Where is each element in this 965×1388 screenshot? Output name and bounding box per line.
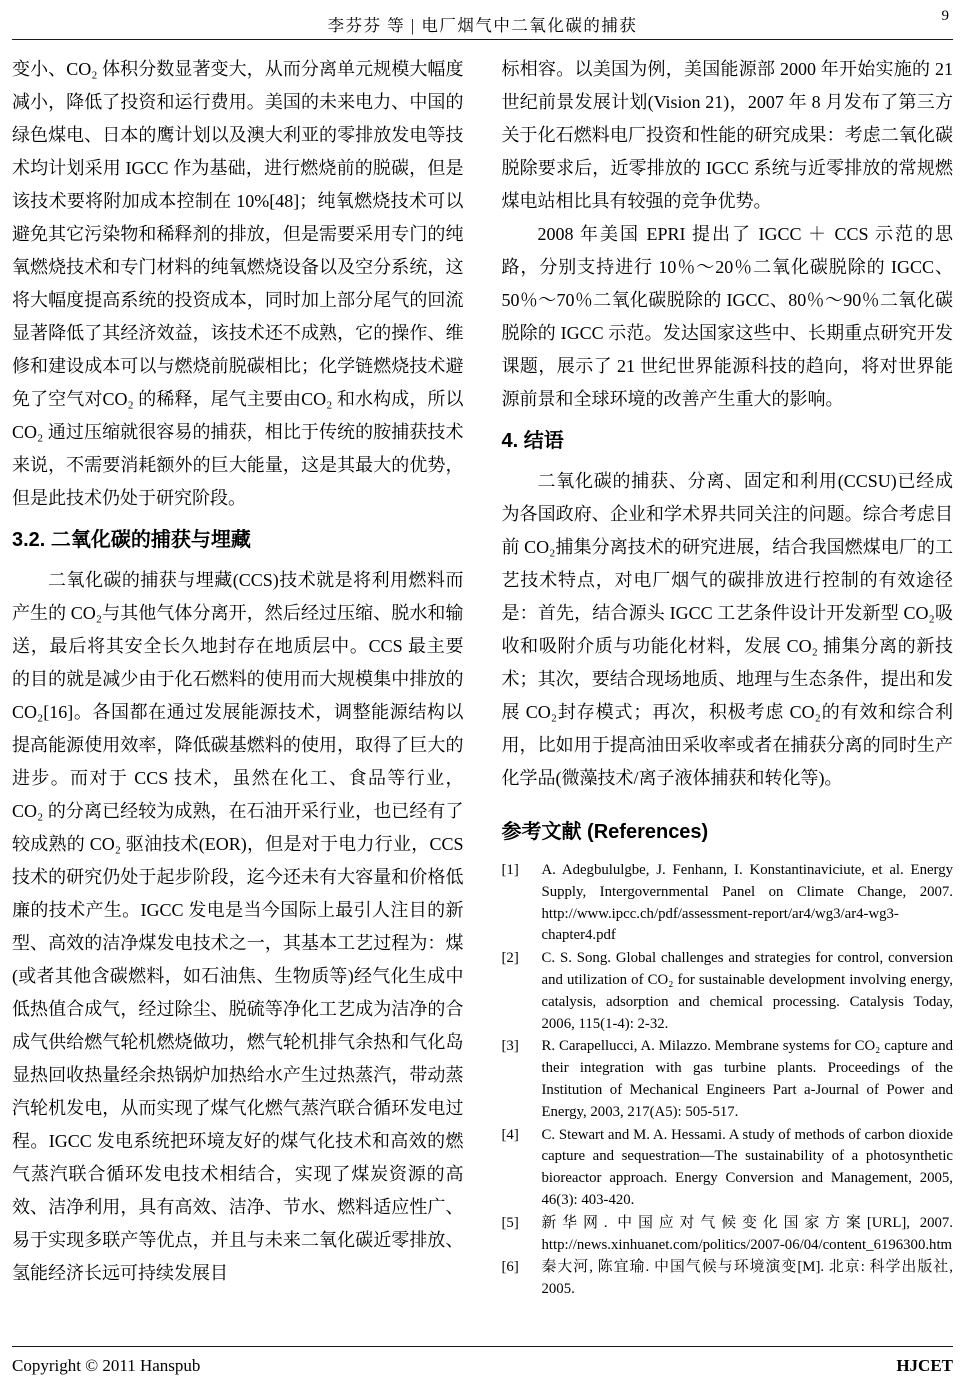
- reference-number: [3]: [501, 1038, 519, 1055]
- reference-item: [502, 1036, 954, 1123]
- page-header: [12, 8, 953, 40]
- copyright-text: Copyright © 2011 Hanspub: [12, 1356, 201, 1375]
- reference-text: C. Stewart and M. A. Hessami. A study of methods of carbon dioxide capture and sequestration—The sustainability of a photosynthetic bioreactor approach. Energy Conversion and Management, 2005, 46(3): 403-420.: [541, 1126, 953, 1208]
- section-heading-4: 4. 结语: [501, 430, 564, 452]
- page-number: 9: [941, 8, 949, 24]
- paragraph: 标相容。以美国为例，美国能源部 2000 年开始实施的 21 世纪前景发展计划(Vision 21)，2007 年 8 月发布了第三方关于化石燃料电厂投资和性能的研究成果：考虑二氧化碳脱除要求后，近零排放的 IGCC 系统与近零排放的常规燃煤电站相比具有较强的竞争优势。: [501, 59, 953, 211]
- reference-text: C. S. Song. Global challenges and strategies for control, conversion and utilization of CO₂ for sustainable development involving energy, catalysis, adsorption and chemical processing. Catalysis Today, 2006, 115(1-4): 2-32.: [541, 950, 953, 1032]
- reference-number: [1]: [501, 862, 519, 878]
- reference-item: [502, 860, 954, 947]
- reference-number: [5]: [501, 1214, 519, 1231]
- paragraph: 变小、CO₂ 体积分数显著变大，从而分离单元规模大幅度减小，降低了投资和运行费用。美国的未来电力、中国的绿色煤电、日本的鹰计划以及澳大利亚的零排放发电等技术均计划采用 IGCC 作为基础，进行燃烧前的脱碳，但是该技术要将附加成本控制在 10%[48]；纯氧燃烧技术可以避免其它污染物和稀释剂的排放，但是需要采用专门的纯氧燃烧技术和专门材料的纯氧燃烧设备以及空分系统，这将大幅度提高系统的投资成本，同时加上部分尾气的回流显著降低了其经济效益，该技术还不成熟，它的操作、维修和建设成本可以与燃烧前脱碳相比；化学链燃烧技术避免了空气对CO₂ 的稀释，尾气主要由CO₂ 和水构成，所以CO₂ 通过压缩就很容易的捕获，相比于传统的胺捕获技术来说，不需要消耗额外的巨大能量，这是其最大的优势，但是此技术仍处于研究阶段。: [12, 59, 464, 508]
- reference-item: [502, 1125, 954, 1212]
- page-footer: [12, 1346, 953, 1376]
- reference-text: 秦大河, 陈宜瑜. 中国气候与环境演变[M]. 北京: 科学出版社, 2005.: [541, 1259, 953, 1298]
- section-heading-3-2: 3.2. 二氧化碳的捕获与埋藏: [12, 529, 251, 551]
- journal-abbreviation: HJCET: [896, 1356, 953, 1375]
- reference-number: [6]: [501, 1259, 519, 1276]
- paragraph: 二氧化碳的捕获、分离、固定和利用(CCSU)已经成为各国政府、企业和学术界共同关注的问题。综合考虑目前 CO₂捕集分离技术的研究进展，结合我国燃煤电厂的工艺技术特点，对电厂烟气的碳排放进行控制的有效途径是：首先，结合源头 IGCC 工艺条件设计开发新型 CO₂吸收和吸附介质与功能化材料，发展 CO₂ 捕集分离的新技术；其次，要结合现场地质、地理与生态条件，提出和发展 CO₂封存模式；再次，积极考虑 CO₂的有效和综合利用，比如用于提高油田采收率或者在捕获分离的同时生产化学品(微藻技术/离子液体捕获和转化等)。: [501, 471, 953, 788]
- reference-item: [502, 948, 954, 1035]
- reference-item: [502, 1257, 954, 1301]
- reference-item: [502, 1213, 954, 1257]
- reference-number: [4]: [501, 1126, 519, 1143]
- paragraph: 二氧化碳的捕获与埋藏(CCS)技术就是将利用燃料而产生的 CO₂与其他气体分离开，然后经过压缩、脱水和输送，最后将其安全长久地封存在地质层中。CCS 最主要的目的就是减少由于化石燃料的使用而大规模集中排放的CO₂[16]。各国都在通过发展能源技术，调整能源结构以提高能源使用效率，降低碳基燃料的使用，取得了巨大的进步。而对于 CCS 技术，虽然在化工、食品等行业，CO₂ 的分离已经较为成熟，在石油开采行业，也已经有了较成熟的 CO₂ 驱油技术(EOR)，但是对于电力行业，CCS 技术的研究仍处于起步阶段，迄今还未有大容量和价格低廉的技术产生。IGCC 发电是当今国际上最引人注目的新型、高效的洁净煤发电技术之一，其基本工艺过程为：煤(或者其他含碳燃料，如石油焦、生物质等)经气化生成中低热值合成气，经过除尘、脱硫等净化工艺成为洁净的合成气供给燃气轮机燃烧做功，燃气轮机排气余热和气化岛显热回收热量经余热锅炉加热给水产生过热蒸汽，带动蒸汽轮机发电，从而实现了煤气化燃气蒸汽联合循环发电过程。IGCC 发电系统把环境友好的煤气化技术和高效的燃气蒸汽联合循环发电技术相结合，实现了煤炭资源的高效、洁净利用，具有高效、洁净、节水、燃料适应性广、易于实现多联产等优点，并且与未来二氧化碳近零排放、氢能经济长远可持续发展目: [12, 570, 464, 1283]
- left-column: [12, 53, 464, 1302]
- running-title: 李芬芬 等 | 电厂烟气中二氧化碳的捕获: [327, 16, 638, 35]
- two-column-body: [12, 53, 953, 1302]
- reference-list: [502, 860, 954, 1301]
- references-heading: 参考文献 (References): [501, 821, 709, 843]
- right-column: [502, 53, 954, 1302]
- reference-number: [2]: [501, 950, 519, 967]
- reference-text: R. Carapellucci, A. Milazzo. Membrane systems for CO₂ capture and their integration with gas turbine plants. Proceedings of the Institution of Mechanical Engineers Part a-Journal of Power and Energy, 2003, 217(A5): 505-517.: [541, 1038, 953, 1120]
- paragraph: 2008 年美国 EPRI 提出了 IGCC ＋ CCS 示范的思路，分别支持进行 10％～20％二氧化碳脱除的 IGCC、50％～70％二氧化碳脱除的 IGCC、80％～90％二氧化碳脱除的 IGCC 示范。发达国家这些中、长期重点研究开发课题，展示了 21 世纪世界能源科技的趋向，将对世界能源前景和全球环境的改善产生重大的影响。: [501, 224, 953, 409]
- reference-text: A. Adegbululgbe, J. Fenhann, I. Konstantinaviciute, et al. Energy Supply, Intergovernmental Panel on Climate Change, 2007. http://www.ipcc.ch/pdf/assessment-report/ar4/wg3/ar4-wg3-chapter4.pdf: [541, 862, 953, 944]
- reference-text: 新华网. 中国应对气候变化国家方案[URL], 2007. http://news.xinhuanet.com/politics/2007-06/04/content_6196300.htm: [541, 1214, 953, 1253]
